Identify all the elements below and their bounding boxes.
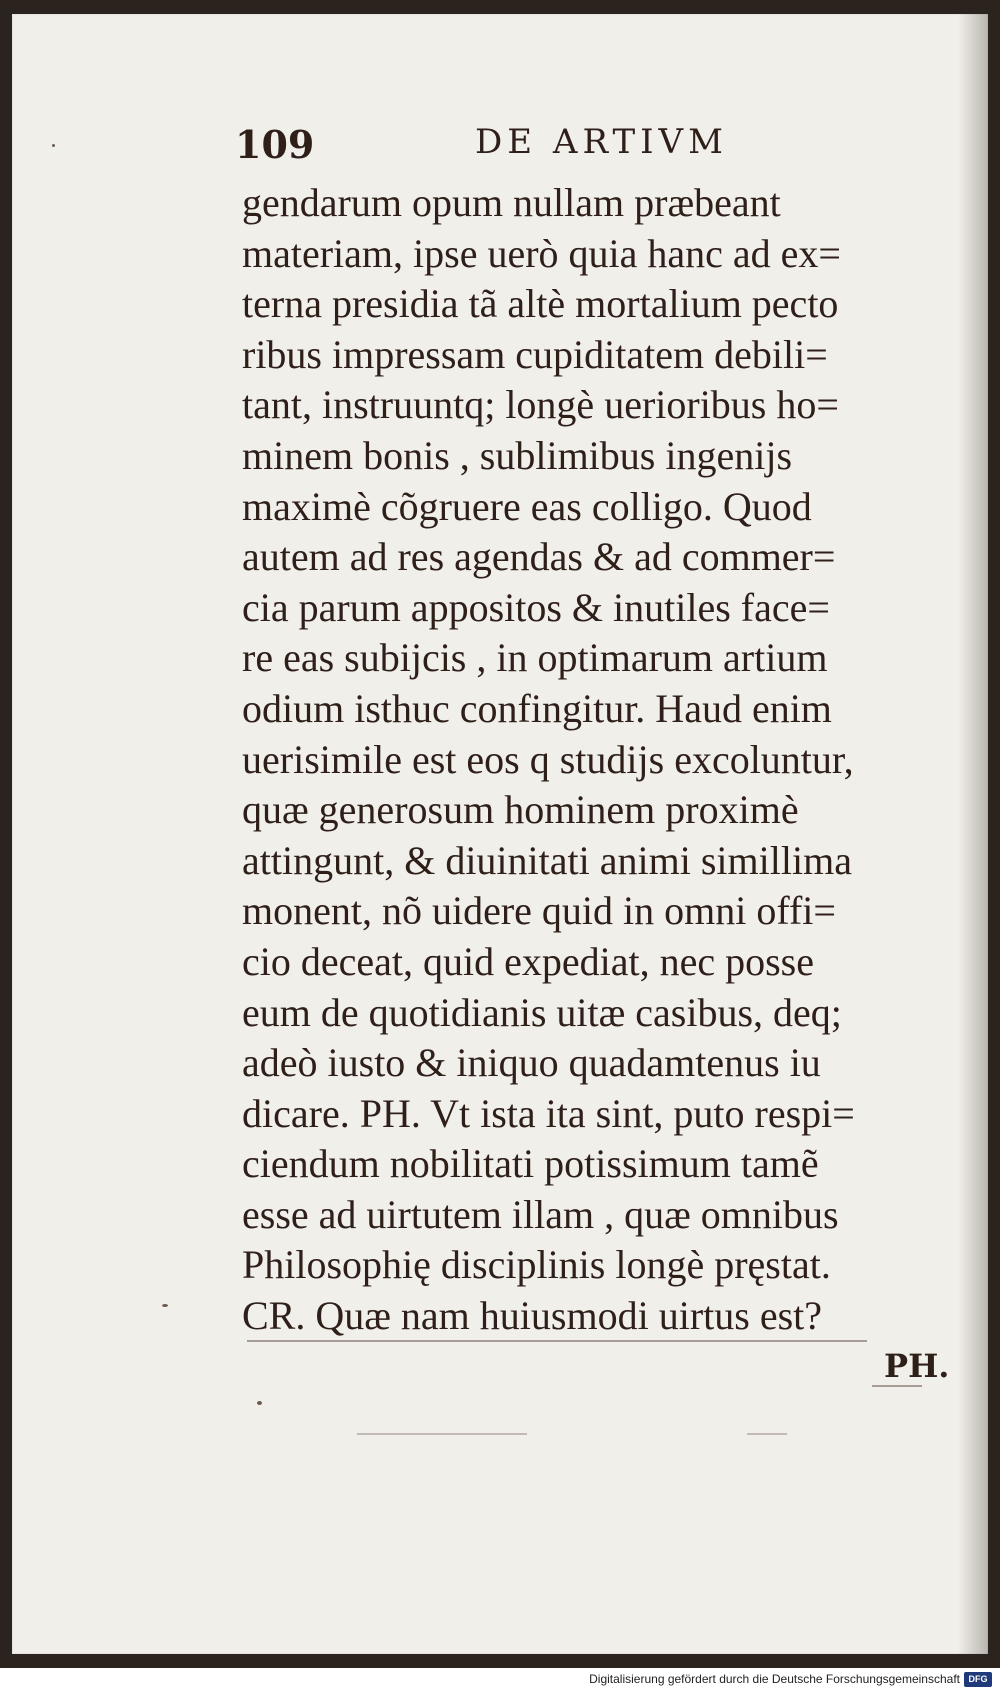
running-header: [235, 122, 775, 170]
running-title: DE ARTIVM: [475, 122, 728, 162]
text-line: terna presidia tã altè mortalium pecto: [242, 281, 839, 327]
text-line: eum de quotidianis uitæ casibus, deq;: [242, 989, 842, 1035]
text-line: Philosophię disciplinis longè pręstat.: [242, 1242, 831, 1288]
body-text: [242, 178, 942, 1342]
text-line: monent, nõ uidere quid in omni offi=: [242, 888, 836, 934]
text-line: tant, instruuntq; longè uerioribus ho=: [242, 382, 839, 428]
digitization-footer: [0, 1668, 1000, 1693]
ornament-dash: [872, 1385, 922, 1387]
text-line: odium isthuc confingitur. Haud enim: [242, 685, 832, 731]
text-line: gendarum opum nullam præbeant: [242, 180, 781, 225]
dfg-logo: DFG: [964, 1672, 992, 1687]
text-line: re eas subijcis , in optimarum artium: [242, 635, 828, 681]
text-line: ribus impressam cupiditatem debili=: [242, 331, 828, 377]
bleed-through-mark: [357, 1433, 527, 1435]
text-line: cia parum appositos & inutiles face=: [242, 584, 830, 630]
text-line: quæ generosum hominem proximè: [242, 787, 799, 833]
text-line: attingunt, & diuinitati animi simillima: [242, 837, 852, 883]
page-gutter-shadow: [958, 14, 988, 1654]
text-line: materiam, ipse uerò quia hanc ad ex=: [242, 230, 841, 276]
text-line: uerisimile est eos q studijs excoluntur,: [242, 736, 854, 782]
text-line: minem bonis , sublimibus ingenijs: [242, 432, 793, 478]
text-line: adeò iusto & iniquo quadamtenus iu: [242, 1040, 821, 1086]
ornament-dash: [247, 1340, 867, 1342]
text-line: cio deceat, quid expediat, nec posse: [242, 938, 814, 984]
text-line: dicare. PH. Vt ista ita sint, puto respi=: [242, 1090, 855, 1136]
text-line: CR. Quæ nam huiusmodi uirtus est?: [242, 1293, 822, 1339]
ink-speck: [162, 1304, 168, 1307]
ink-speck: [52, 144, 55, 147]
catchword: PH.: [884, 1347, 950, 1385]
page-number: 109: [235, 122, 315, 167]
text-line: maximè cõgruere eas colligo. Quod: [242, 483, 812, 529]
paper-page: [12, 14, 988, 1654]
text-line: ciendum nobilitati potissimum tamẽ: [242, 1141, 819, 1187]
funding-credit: Digitalisierung gefördert durch die Deutsche Forschungsgemeinschaft: [589, 1672, 960, 1686]
ink-speck: [257, 1401, 262, 1405]
text-line: esse ad uirtutem illam , quæ omnibus: [242, 1191, 839, 1237]
text-line: autem ad res agendas & ad commer=: [242, 534, 836, 580]
bleed-through-mark: [747, 1433, 787, 1435]
